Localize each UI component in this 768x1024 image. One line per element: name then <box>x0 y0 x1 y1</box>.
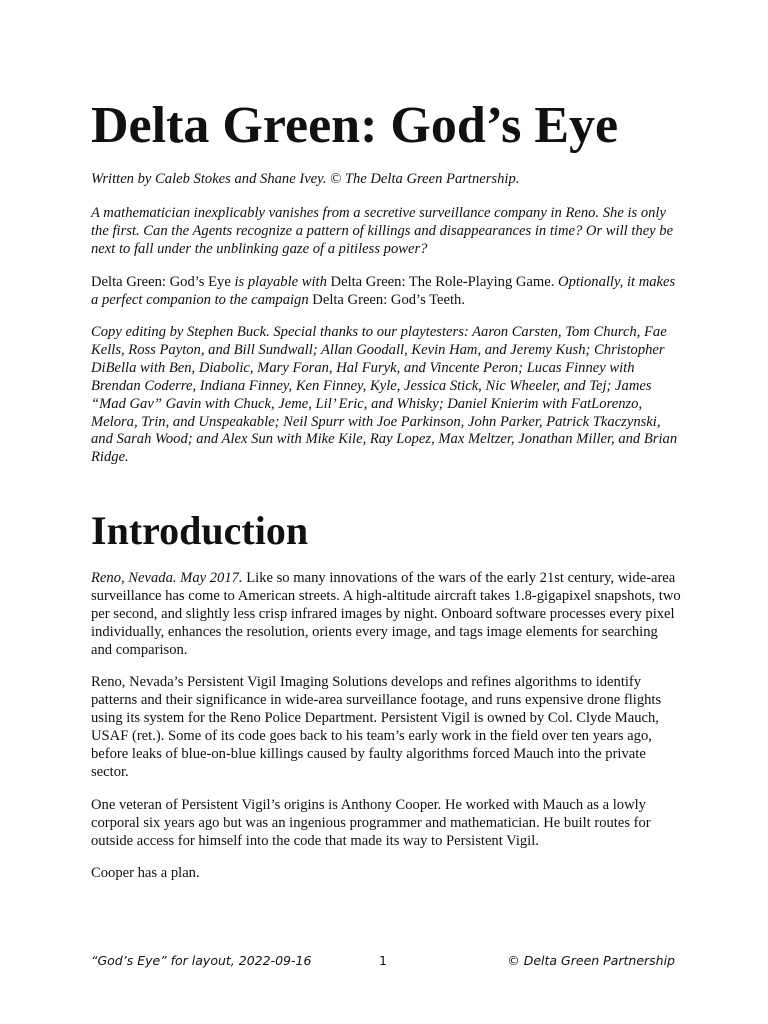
footer-copyright: © Delta Green Partnership <box>507 953 675 968</box>
intro-paragraph-2: Reno, Nevada’s Persistent Vigil Imaging Solutions develops and refines algorithms to identify patterns and their significance in wide-area surveillance footage, and runs expensive drone flights using its system for the Reno Police Department. Persistent Vigil is owned by Col. Clyde Mauch, USAF (ret.). Some of its code goes back to his team’s early work in the field over ten years ago, before leaks of blue-on-blue killings caused by faulty algorithms forced Mauch into the private sector. <box>91 674 662 780</box>
document-title: Delta Green: God’s Eye <box>91 97 619 154</box>
intro-paragraph-4: Cooper has a plan. <box>91 865 200 881</box>
page-footer <box>0 952 768 970</box>
playable-paragraph <box>91 274 681 310</box>
intro-paragraph-1 <box>91 570 681 660</box>
introduction-heading: Introduction <box>91 508 309 553</box>
intro-dateline: Reno, Nevada. May 2017. <box>91 570 243 586</box>
campaign-title-text: Delta Green: God’s Teeth. <box>312 291 466 308</box>
intro-paragraph-3: One veteran of Persistent Vigil’s origins is Anthony Cooper. He worked with Mauch as a lowly corporal six years ago but was an ingenious programmer and mathematician. He built routes for outside access for himself into the code that made its way to Persistent Vigil. <box>91 797 651 849</box>
playable-connector-text: is playable with <box>230 274 331 290</box>
companion-text: Optionally, it makes a perfect companion to the campaign <box>91 274 676 308</box>
credits-paragraph: Copy editing by Stephen Buck. Special thanks to our playtesters: Aaron Carsten, Tom Church, Fae Kells, Ross Payton, and Bill Sundwall; Allan Goodall, Kevin Ham, and Jeremy Kush; Christopher DiBella with Ben, Diabolic, Mary Foran, Hal Furyk, and Vincente Peron; Lucas Finney with Brendan Coderre, Indiana Finney, Ken Finney, Kyle, Jessica Stick, Nic Wheeler, and Tej; James “Mad Gav” Gavin with Chuck, Jeme, Lil’ Eric, and Whisky; Daniel Knierim with FatLorenzo, Melora, Trin, and Unspeakable; Neil Spurr with Joe Parkinson, John Parker, Patrick Tkaczynski, and Sarah Wood; and Alex Sun with Mike Kile, Ray Lopez, Max Meltzer, Jonathan Miller, and Brian Ridge. <box>91 324 678 466</box>
game-title-text: Delta Green: God’s Eye <box>91 274 231 290</box>
footer-layout-note: “God’s Eye” for layout, 2022-09-16 <box>91 953 312 968</box>
byline: Written by Caleb Stokes and Shane Ivey. © The Delta Green Partnership. <box>91 171 520 187</box>
intro-paragraph-1-body: Like so many innovations of the wars of the early 21st century, wide-area surveillance has come to American streets. A high-altitude aircraft takes 1.8-gigapixel snapshots, two per second, and slightly less crisp infrared images by night. Onboard software processes every pixel individually, enhances the resolution, orients every image, and tags image elements for searching and comparison. <box>91 570 681 658</box>
rpg-title-text: Delta Green: The Role-Playing Game. <box>330 274 555 290</box>
blurb-paragraph: A mathematician inexplicably vanishes from a secretive surveillance company in Reno. She is only the first. Can the Agents recognize a pattern of killings and disappearances in time? Or will they be next to fall under the unblinking gaze of a pitiless power? <box>91 205 674 257</box>
page-number: 1 <box>379 953 387 968</box>
